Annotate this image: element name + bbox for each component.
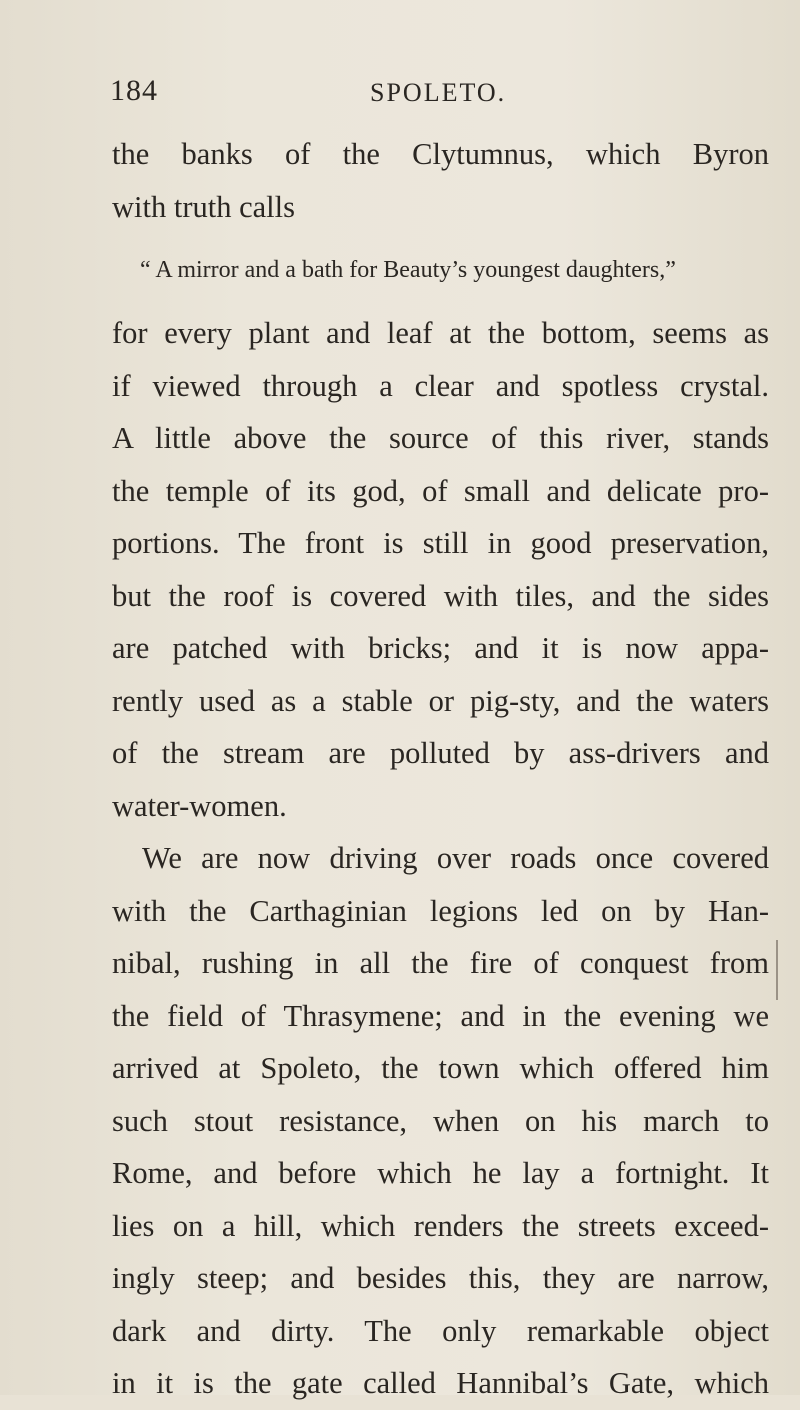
text-line: lies on a hill, which renders the streets exceed- xyxy=(112,1208,769,1243)
text-line: the field of Thrasymene; and in the evening we xyxy=(112,998,769,1033)
text-line: dark and dirty. The only remarkable object xyxy=(112,1313,769,1348)
page-header xyxy=(110,74,710,114)
text-line: with truth calls xyxy=(112,189,295,224)
text-line: with the Carthaginian legions led on by Han- xyxy=(112,893,769,928)
page-edge-mark xyxy=(776,940,778,1000)
paragraph-first-line: We are now driving over roads once covered xyxy=(142,841,769,875)
text-line: ingly steep; and besides this, they are narrow, xyxy=(112,1261,769,1295)
text-line: in it is the gate called Hannibal’s Gate, which xyxy=(112,1366,769,1400)
text-line: but the roof is covered with tiles, and the sides xyxy=(112,578,769,613)
body-text xyxy=(112,128,769,1410)
running-head: SPOLETO. xyxy=(370,78,507,107)
text-line: nibal, rushing in all the fire of conquest from xyxy=(112,946,769,980)
text-line: Rome, and before which he lay a fortnight. It xyxy=(112,1156,769,1190)
text-line: are patched with bricks; and it is now appa- xyxy=(112,631,769,665)
text-line: arrived at Spoleto, the town which offered him xyxy=(112,1051,769,1085)
text-line: water-women. xyxy=(112,788,287,823)
text-line: for every plant and leaf at the bottom, seems as xyxy=(112,316,769,350)
text-line: such stout resistance, when on his march to xyxy=(112,1103,769,1138)
text-line: the temple of its god, of small and delicate pro- xyxy=(112,473,769,508)
text-line: rently used as a stable or pig-sty, and the waters xyxy=(112,683,769,718)
text-line: portions. The front is still in good preservation, xyxy=(112,526,769,560)
text-line: the banks of the Clytumnus, which Byron xyxy=(112,137,769,171)
text-line: A little above the source of this river, stands xyxy=(112,421,769,455)
text-line: of the stream are polluted by ass-drivers and xyxy=(112,736,769,770)
text-line: if viewed through a clear and spotless crystal. xyxy=(112,368,769,403)
page-number: 184 xyxy=(110,74,158,107)
block-quote: “ A mirror and a bath for Beauty’s youngest daughters,” xyxy=(140,257,676,283)
